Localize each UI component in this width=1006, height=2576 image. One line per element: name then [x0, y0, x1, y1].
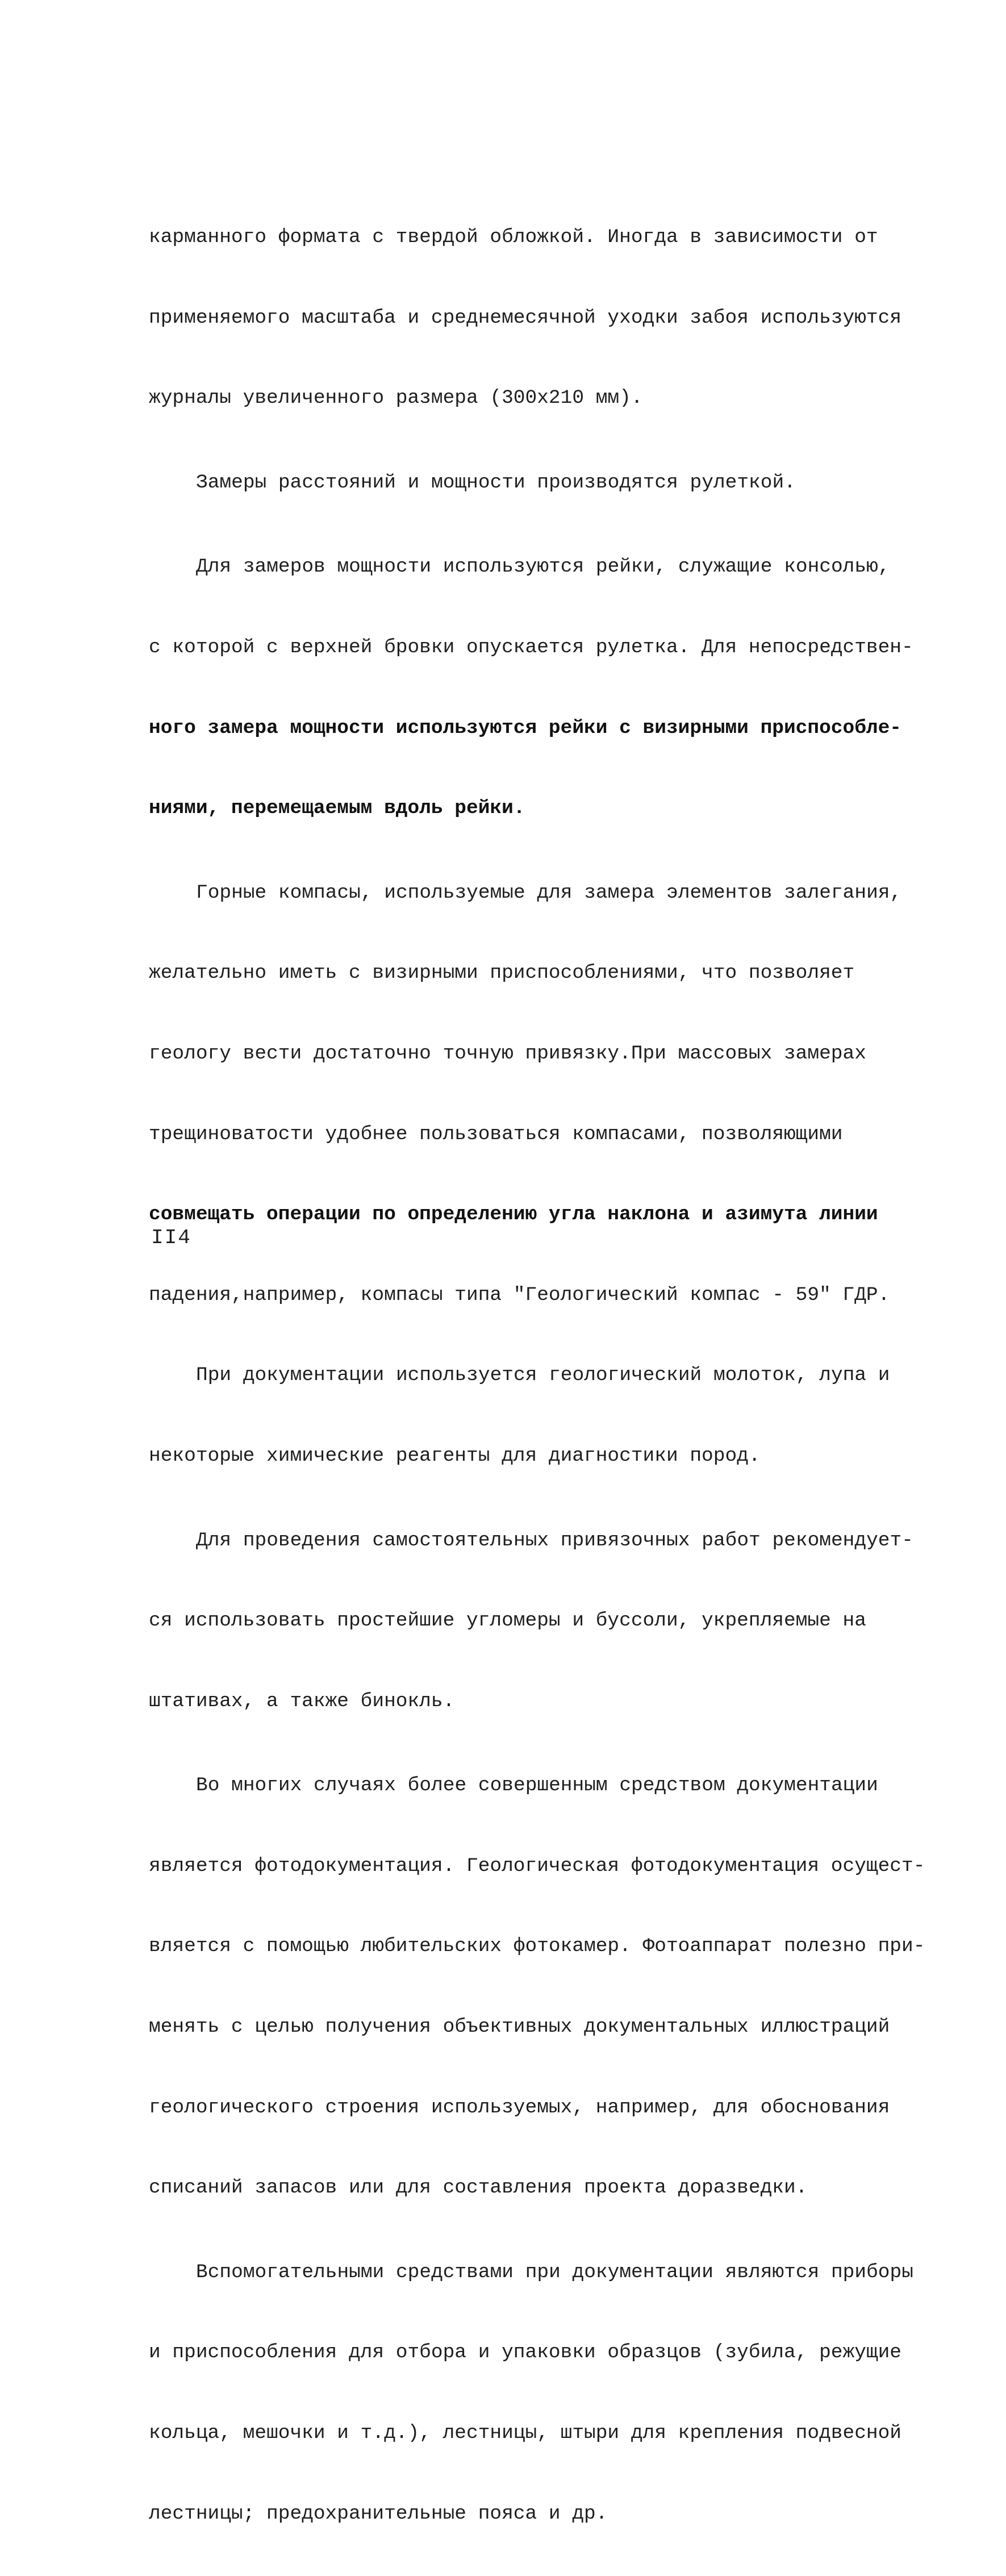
text-line: вляется с помощью любительских фотокамер. Фотоаппарат полезно при-	[149, 1935, 925, 1958]
text-line: лестницы; предохранительные пояса и др.	[149, 2502, 608, 2525]
text-line: геологического строения используемых, например, для обоснования	[149, 2096, 890, 2119]
page-number: II4	[151, 1226, 191, 1249]
paragraph-first-line: Горные компасы, используемые для замера элементов залегания,	[196, 881, 902, 904]
text-line: журналы увеличенного размера (300х210 мм).	[149, 387, 643, 410]
text-line: ниями, перемещаемым вдоль рейки.	[149, 797, 525, 820]
paragraph-first-line: Вспомогательными средствами при документации являются приборы	[196, 2261, 913, 2283]
text-line: падения,например, компасы типа "Геологический компас - 59" ГДР.	[149, 1283, 890, 1306]
paragraph-first-line: Для замеров мощности используются рейки, служащие консолью,	[196, 556, 890, 578]
text-line: ся использовать простейшие угломеры и буссоли, укрепляемые на	[149, 1610, 866, 1632]
body-text	[149, 175, 925, 2576]
text-line: совмещать операции по определению угла наклона и азимута линии	[149, 1203, 878, 1226]
text-line: с которой с верхней бровки опускается рулетка. Для непосредствен-	[149, 636, 913, 658]
text-line: трещиноватости удобнее пользоваться компасами, позволяющими	[149, 1123, 843, 1145]
paragraph-first-line: При документации используется геологический молоток, лупа и	[196, 1364, 890, 1387]
text-line: ного замера мощности используются рейки с визирными приспособле-	[149, 716, 902, 739]
text-line: штативах, а также бинокль.	[149, 1690, 455, 1712]
text-line: кольца, мешочки и т.д.), лестницы, штыри для крепления подвесной	[149, 2422, 902, 2445]
text-line: некоторые химические реагенты для диагностики пород.	[149, 1444, 761, 1467]
paragraph-first-line: Замеры расстояний и мощности производятся рулеткой.	[196, 471, 796, 494]
paragraph-first-line: Для проведения самостоятельных привязочных работ рекомендует-	[196, 1529, 913, 1552]
text-line: карманного формата с твердой обложкой. Иногда в зависимости от	[149, 226, 878, 248]
text-line: применяемого масштаба и среднемесячной уходки забоя используются	[149, 306, 902, 329]
text-line: списаний запасов или для составления проекта доразведки.	[149, 2177, 808, 2199]
text-line: менять с целью получения объективных документальных иллюстраций	[149, 2016, 890, 2039]
text-line: и приспособления для отбора и упаковки образцов (зубила, режущие	[149, 2341, 902, 2364]
text-line: геологу вести достаточно точную привязку.При массовых замерах	[149, 1042, 866, 1065]
text-line: желательно иметь с визирными приспособлениями, что позволяет	[149, 962, 855, 985]
text-line: является фотодокументация. Геологическая фотодокументация осущест-	[149, 1854, 925, 1877]
paragraph-first-line: Во многих случаях более совершенным средством документации	[196, 1774, 878, 1797]
